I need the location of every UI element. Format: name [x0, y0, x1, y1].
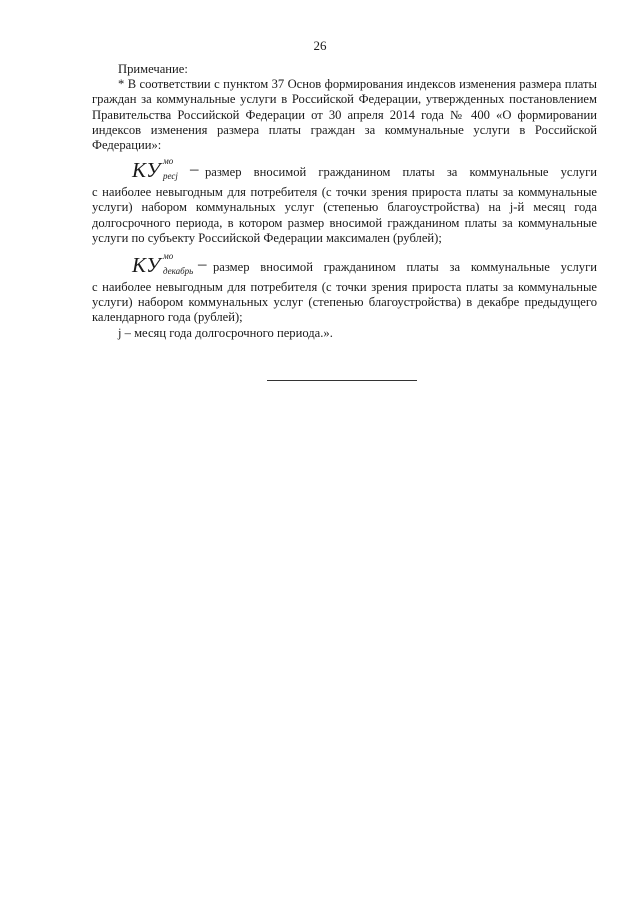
formula-subscript: ресj	[163, 171, 178, 182]
formula-base: КУ	[132, 253, 161, 278]
footnote-intro: * В соответствии с пунктом 37 Основ формирования индексов изменения размера платы граждан за коммунальные услуги в Российской Федерации, утвержденных постановлением Правительства Российской Федерации от 30 апреля 2014 года № 400 «О формировании индексов изменения размера платы граждан за коммунальные услуги в Российской Федерации»:	[92, 77, 597, 153]
formula-ku-december	[132, 251, 212, 280]
page-content	[92, 62, 597, 341]
formula-subscript: декабрь	[163, 266, 194, 277]
end-divider-line	[267, 380, 417, 381]
formula-row-1	[92, 156, 597, 185]
formula-row-2	[92, 251, 597, 280]
formula-ku-resj	[132, 156, 212, 185]
page-number: 26	[313, 38, 327, 53]
formula-2-definition-first-line: размер вносимой гражданином платы за коммунальные услуги	[213, 260, 597, 275]
formula-1-definition: с наиболее невыгодным для потребителя (с точки зрения прироста платы за коммунальные услуги) набором коммунальных услуг (степенью благоустройства) на j-й месяц года долгосрочного периода, в котором размер вносимой гражданином платы за коммунальные услуги по субъекту Российской Федерации максимален (рублей);	[92, 185, 597, 245]
note-heading: Примечание:	[118, 62, 188, 76]
j-definition: j – месяц года долгосрочного периода.».	[118, 325, 333, 340]
formula-2-definition: с наиболее невыгодным для потребителя (с точки зрения прироста платы за коммунальные услуги) набором коммунальных услуг (степенью благоустройства) в декабре предыдущего календарного года (рублей);	[92, 280, 597, 325]
formula-dash: –	[198, 254, 207, 274]
formula-dash: –	[190, 159, 199, 179]
formula-superscript: мо	[163, 156, 174, 167]
formula-base: КУ	[132, 158, 161, 183]
formula-superscript: мо	[163, 251, 174, 262]
formula-1-definition-first-line: размер вносимой гражданином платы за коммунальные услуги	[205, 165, 597, 180]
